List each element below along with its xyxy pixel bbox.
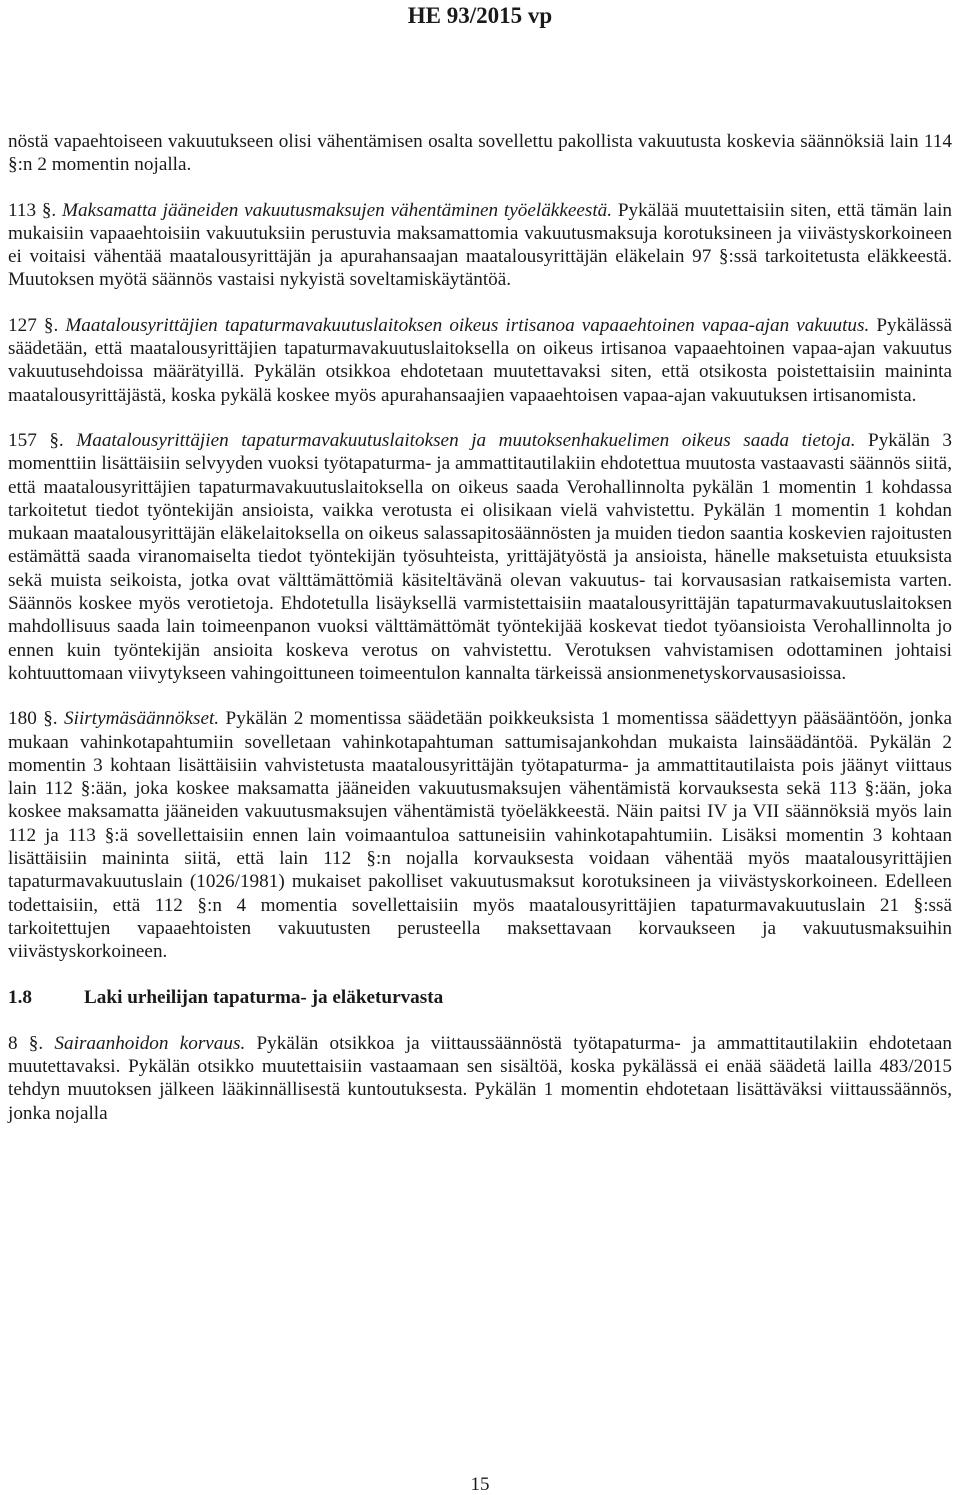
- paragraph-section-180: [8, 707, 952, 963]
- section-number: 180 §.: [8, 708, 58, 730]
- paragraph-text: Pykälän otsikkoa ja viittaussäännöstä työtapaturma- ja ammattitautilakiin ehdotetaan muutettavaksi. Pykälän otsikko muutettaisiin vastaamaan sen sisältöä, koska pykälässä ei enää säädetä lailla 483/2015 tehdyn muutoksen jälkeen lääkinnällisestä kuntoutuksesta. Pykälän 1 momentin ehdotetaan lisättäväksi viittaussäännös, jonka nojalla: [8, 1032, 952, 1124]
- section-number: 157 §.: [8, 429, 64, 451]
- page-number: 15: [470, 1474, 490, 1495]
- heading-label: Laki urheilijan tapaturma- ja eläketurvasta: [84, 986, 444, 1008]
- paragraph-text: Pykälän 3 momenttiin lisättäisiin selvyyden vuoksi työtapaturma- ja ammattitautilakiin ehdotettua muutosta vastaavasti säännös siitä, että maatalousyrittäjien tapaturmavakuutuslaitoksella on oikeus saada Verohallinnolta pykälän 1 momentin 1 kohdassa tarkoitetut tiedot työntekijän ansioista, vaikka verotusta ei olisikaan vielä vahvistettu. Pykälän 1 momentin 1 kohdan mukaan maatalousyrittäjän eläkelaitoksella on oikeus salassapitosäännösten ja muiden tiedon saantia koskevien rajoitusten estämättä saada viranomaiselta tiedot työntekijän työsuhteista, yrittäjätyöstä ja ansioista, hänelle maksetuista etuuksista sekä muista seikoista, jotka ovat välttämättömiä käsiteltävänä olevan vakuutus- tai korvausasian ratkaisemista varten. Säännös koskee myös verotietoja. Ehdotetulla lisäyksellä varmistettaisiin maatalousyrittäjän tapaturmavakuutuslaitoksen mahdollisuus saada lain toimeenpanon vuoksi välttämättömät työntekijää koskevat tiedot työansioista Verohallinnolta jo ennen kuin työntekijän ansioita koskeva verotus on vahvistettu. Verotuksen vahvistamisen odottaminen johtaisi kohtuuttomaan viivytykseen vahingoittuneen toimeentulon kannalta tärkeissä ansionmenetyskorvausasioissa.: [8, 429, 952, 684]
- paragraph-section-113: [8, 199, 952, 292]
- section-title: Siirtymäsäännökset.: [64, 708, 220, 730]
- document-body: [8, 130, 952, 1125]
- section-number: 127 §.: [8, 314, 59, 336]
- section-title: Maksamatta jääneiden vakuutusmaksujen vähentäminen työeläkkeestä.: [62, 199, 613, 221]
- chapter-heading: [8, 986, 952, 1009]
- section-number: 113 §.: [8, 199, 57, 221]
- paragraph-continuation: [8, 130, 952, 177]
- paragraph-text: Pykälässä säädetään, että maatalousyrittäjien tapaturmavakuutuslaitoksella on oikeus irtisanoa vapaaehtoinen vapaa-ajan vakuutus vakuutusehdoissa määrätyillä. Pykälän otsikkoa ehdotetaan muutettavaksi siten, että otsikosta poistettaisiin maininta maatalousyrittäjästä, koska pykälä koskee myös apurahansaajien vapaaehtoisen vapaa-ajan vakuutuksen irtisanomista.: [8, 314, 953, 406]
- section-number: 8 §.: [8, 1032, 44, 1054]
- paragraph-text: Pykälää muutettaisiin siten, että tämän lain mukaisiin vapaaehtoisiin vakuutuksiin perustuvia maksamattomia vakuutusmaksuja korotuksineen ja viivästyskorkoineen ei voitaisi vähentää maatalousyrittäjän ja apurahansaajan maatalousyrittäjän eläkelain 97 §:ssä tarkoitetusta eläkkeestä. Muutoksen myötä säännös vastaisi nykyistä soveltamiskäytäntöä.: [8, 199, 953, 291]
- section-title: Maatalousyrittäjien tapaturmavakuutuslaitoksen ja muutoksenhakuelimen oikeus saada tietoja.: [76, 429, 856, 451]
- paragraph-section-157: [8, 429, 952, 685]
- paragraph-section-8: [8, 1032, 952, 1125]
- paragraph-text: Pykälän 2 momentissa säädetään poikkeuksista 1 momentissa säädettyyn pääsääntöön, jonka mukaan vahinkotapahtumiin sovelletaan vahinkotapahtuman sattumisajankohdan mukaista lainsäädäntöä. Pykälän 2 momentin 3 kohtaan lisättäisiin vahvistetusta maatalousyrittäjän työtapaturma- ja ammattitautilaista pois jäänyt viittaus lain 112 §:ään, joka koskee maksamatta jääneiden vakuutusmaksujen vähentämistä korvauksesta sekä 113 §:ään, joka koskee maksamatta jääneiden vakuutusmaksujen vähentämistä työeläkkeestä. Näin paitsi IV ja VII säännöksiä myös lain 112 ja 113 §:ä sovellettaisiin ennen lain voimaantuloa sattuneisiin vahinkotapahtumiin. Lisäksi momentin 3 kohtaan lisättäisiin maininta siitä, että lain 112 §:n nojalla korvauksesta voidaan vähentää myös maatalousyrittäjien tapaturmavakuutuslain (1026/1981) mukaiset pakolliset vakuutusmaksut korotuksineen ja viivästyskorkoineen. Edelleen todettaisiin, että 112 §:n 4 momentia sovellettaisiin myös maatalousyrittäjien tapaturmavakuutuslain 21 §:ssä tarkoitettujen vapaaehtoisten vakuutusten perusteella maksettavaan korvaukseen ja vakuutusmaksuihin viivästyskorkoineen.: [8, 708, 953, 963]
- paragraph-text: nöstä vapaehtoiseen vakuutukseen olisi vähentämisen osalta sovellettu pakollista vakuutusta koskevia säännöksiä lain 114 §:n 2 momentin nojalla.: [8, 131, 952, 176]
- heading-number: 1.8: [8, 986, 32, 1008]
- section-title: Sairaanhoidon korvaus.: [54, 1032, 246, 1054]
- paragraph-section-127: [8, 314, 952, 407]
- page-header: HE 93/2015 vp: [407, 3, 553, 28]
- section-title: Maatalousyrittäjien tapaturmavakuutuslaitoksen oikeus irtisanoa vapaaehtoinen vapaa-ajan vakuutus.: [65, 314, 870, 336]
